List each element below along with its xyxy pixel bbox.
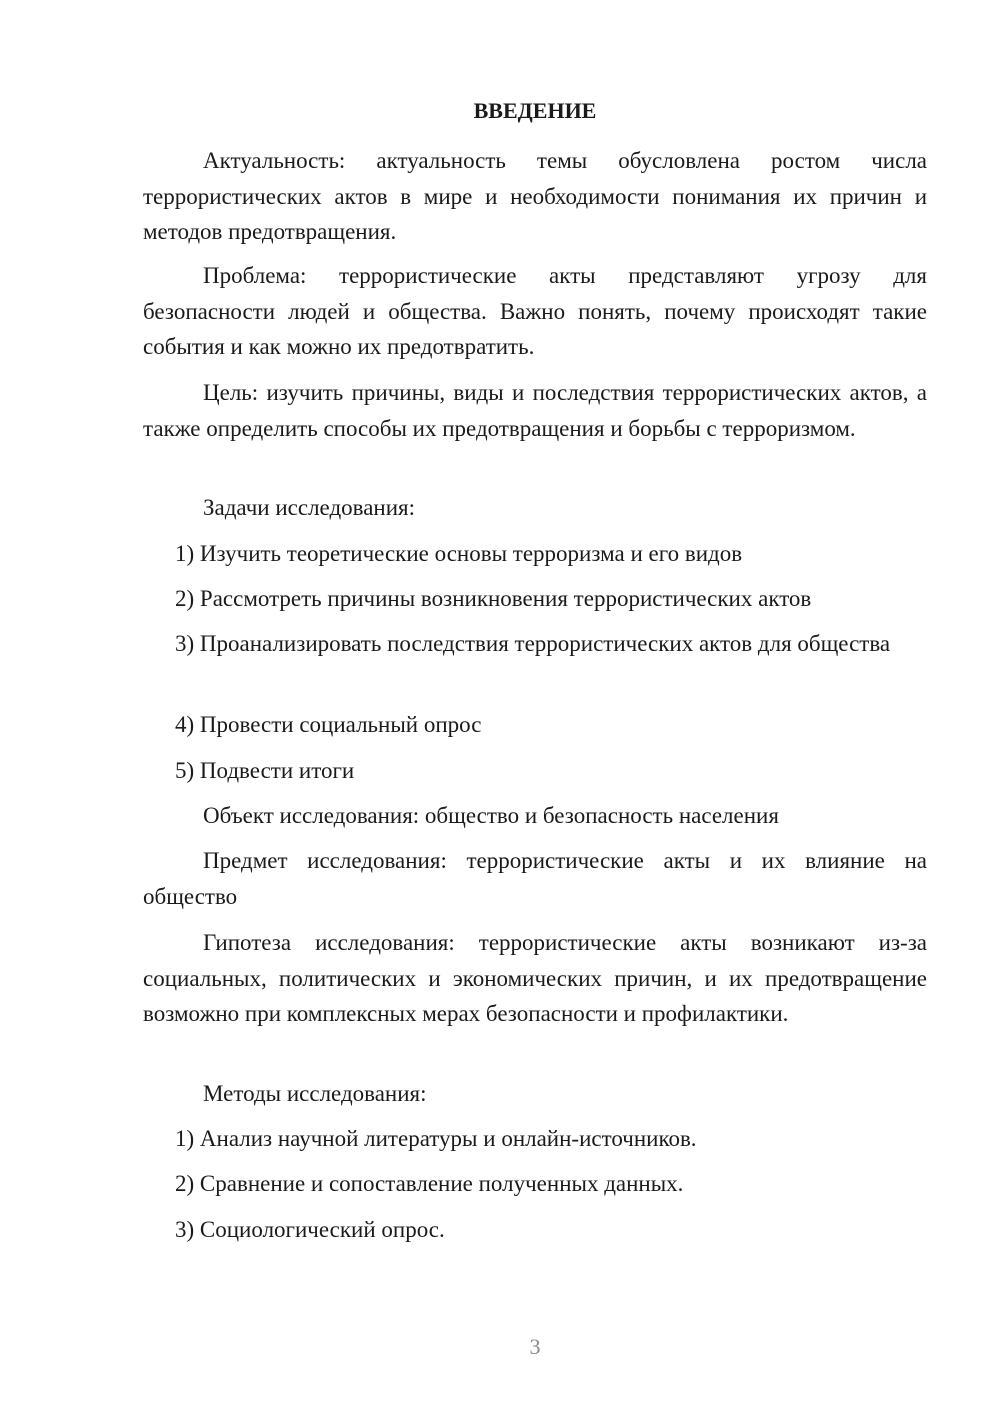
methods-title: Методы исследования: (203, 1081, 427, 1106)
section-heading: ВВЕДЕНИЕ (473, 98, 597, 123)
method-item: 1) Анализ научной литературы и онлайн-источников. (175, 1126, 697, 1151)
method-item: 3) Социологический опрос. (175, 1217, 445, 1242)
task-item: 3) Проанализировать последствия террористических актов для общества (175, 631, 891, 656)
subject-paragraph: Предмет исследования: террористические акты и их влияние на общество (143, 848, 927, 909)
object-paragraph: Объект исследования: общество и безопасность населения (203, 803, 779, 828)
task-item: 1) Изучить теоретические основы терроризма и его видов (175, 541, 743, 566)
goal-paragraph: Цель: изучить причины, виды и последствия террористических актов, а также определить способы их предотвращения и борьбы с терроризмом. (143, 380, 927, 441)
hypothesis-paragraph: Гипотеза исследования: террористические акты возникают из-за социальных, политических и экономических причин, и их предотвращение возможно при комплексных мерах безопасности и профилактики. (143, 930, 927, 1026)
method-item: 2) Сравнение и сопоставление полученных данных. (175, 1171, 684, 1196)
task-item: 2) Рассмотреть причины возникновения террористических актов (175, 586, 812, 611)
task-item: 4) Провести социальный опрос (175, 712, 482, 737)
problem-paragraph: Проблема: террористические акты представляют угрозу для безопасности людей и общества. Важно понять, почему происходят такие события и как можно их предотвратить. (143, 263, 927, 359)
relevance-paragraph: Актуальность: актуальность темы обусловлена ростом числа террористических актов в мире и необходимости понимания их причин и методов предотвращения. (143, 148, 927, 244)
page-number: 3 (529, 1334, 541, 1359)
task-item: 5) Подвести итоги (175, 758, 355, 783)
tasks-title: Задачи исследования: (203, 495, 416, 520)
